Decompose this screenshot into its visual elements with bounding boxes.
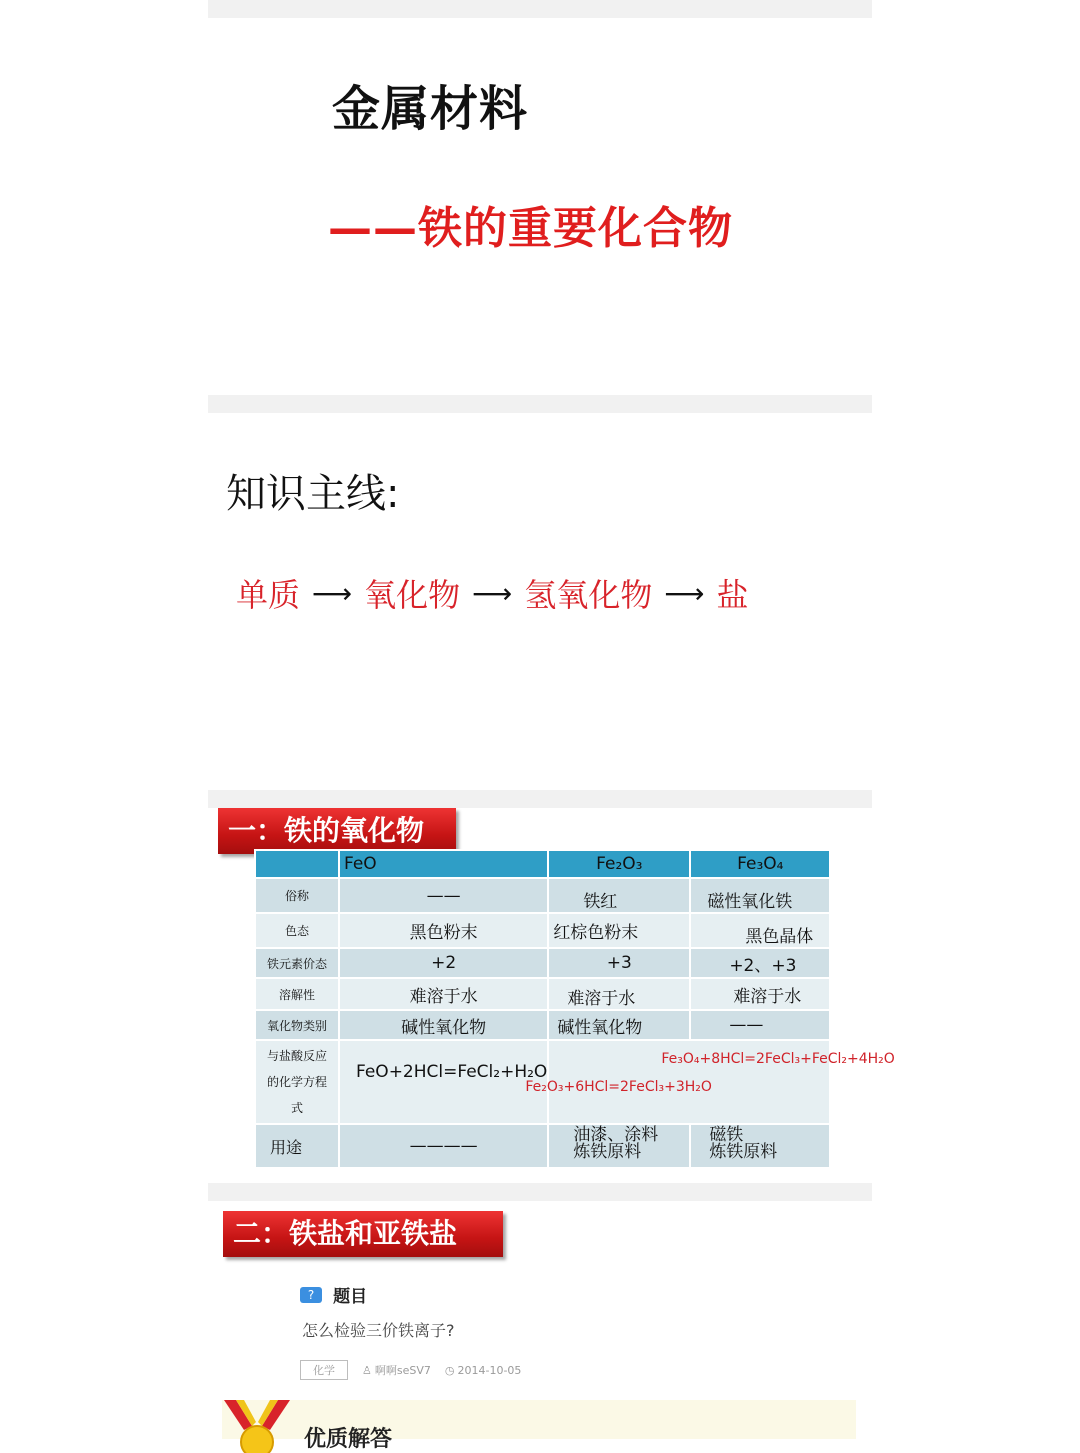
header-fe3o4: Fe₃O₄ bbox=[690, 850, 830, 878]
slide-separator bbox=[208, 395, 872, 413]
row-label: 氧化物类别 bbox=[255, 1010, 339, 1040]
answer-box bbox=[222, 1400, 856, 1452]
reaction-fe2o3: Fe₂O₃+6HCl=2FeCl₃+3H₂O bbox=[525, 1079, 712, 1095]
header-fe2o3: Fe₂O₃ bbox=[548, 850, 690, 878]
reaction-fe3o4: Fe₃O₄+8HCl=2FeCl₃+FeCl₂+4H₂O bbox=[661, 1051, 895, 1067]
use-line: 炼铁原料 bbox=[709, 1142, 778, 1162]
chain-node-element: 单质 bbox=[236, 576, 301, 614]
table-cell: +3 bbox=[548, 948, 690, 978]
row-label-line: 与盐酸反应 bbox=[266, 1049, 327, 1063]
table-row bbox=[255, 913, 830, 948]
reaction-cell bbox=[525, 1040, 895, 1124]
table-cell: 黑色粉末 bbox=[339, 913, 548, 948]
chain-node-hydroxide: 氢氧化物 bbox=[524, 576, 653, 614]
use-line: 油漆、涂料 bbox=[573, 1125, 659, 1145]
slide-separator bbox=[208, 790, 872, 808]
table-cell: 难溶于水 bbox=[548, 978, 690, 1010]
table-cell: 红棕色粉末 bbox=[548, 913, 690, 948]
row-label: 俗称 bbox=[255, 878, 339, 913]
medal-icon bbox=[222, 1400, 292, 1439]
question-text: 怎么检验三价铁离子? bbox=[302, 1321, 455, 1340]
section-banner-oxides: 一：铁的氧化物 bbox=[218, 808, 456, 854]
table-row bbox=[255, 948, 830, 978]
slide-title: 金属材料 bbox=[332, 81, 529, 137]
question-icon: ? bbox=[300, 1287, 322, 1303]
slide-separator bbox=[208, 0, 872, 18]
arrow-right-icon: ⟶ bbox=[472, 576, 513, 610]
question-meta bbox=[300, 1360, 535, 1380]
row-label: 色态 bbox=[255, 913, 339, 948]
row-label-line: 的化学方程 bbox=[266, 1075, 327, 1089]
subject-tag[interactable]: 化学 bbox=[300, 1360, 348, 1380]
table-cell: 黑色晶体 bbox=[690, 913, 830, 948]
slide-separator bbox=[208, 1183, 872, 1201]
table-cell: ———— bbox=[339, 1124, 548, 1168]
table-row bbox=[255, 978, 830, 1010]
table-cell: 碱性氧化物 bbox=[548, 1010, 690, 1040]
table-row bbox=[255, 878, 830, 913]
arrow-right-icon: ⟶ bbox=[312, 576, 353, 610]
table-cell: 难溶于水 bbox=[690, 978, 830, 1010]
table-cell: 磁性氧化铁 bbox=[690, 878, 830, 913]
iron-oxides-table bbox=[254, 849, 895, 1169]
table-cell: —— bbox=[339, 878, 548, 913]
user-name[interactable]: 啊啊seSV7 bbox=[374, 1364, 431, 1377]
slide-subtitle: ——铁的重要化合物 bbox=[328, 203, 733, 254]
knowledge-chain bbox=[236, 570, 748, 616]
use-line: 磁铁 bbox=[709, 1125, 744, 1145]
table-cell: FeO+2HCl=FeCl₂+H₂O bbox=[339, 1040, 548, 1124]
table-row bbox=[255, 1010, 830, 1040]
table-cell: 难溶于水 bbox=[339, 978, 548, 1010]
table-cell: +2、+3 bbox=[690, 948, 830, 978]
row-label: 溶解性 bbox=[255, 978, 339, 1010]
row-label: 用途 bbox=[255, 1124, 339, 1168]
chain-node-salt: 盐 bbox=[716, 576, 749, 614]
question-label: 题目 bbox=[333, 1287, 368, 1307]
table-cell bbox=[548, 1124, 690, 1168]
table-corner bbox=[255, 850, 339, 878]
row-label-line: 式 bbox=[290, 1101, 303, 1115]
table-cell: —— bbox=[690, 1010, 830, 1040]
arrow-right-icon: ⟶ bbox=[664, 576, 705, 610]
table-cell: +2 bbox=[339, 948, 548, 978]
user-icon: ♙ bbox=[362, 1363, 372, 1377]
clock-icon: ◷ bbox=[444, 1363, 455, 1377]
use-line: 炼铁原料 bbox=[573, 1142, 642, 1162]
table-header-row bbox=[255, 850, 830, 878]
table-row bbox=[255, 1040, 830, 1124]
table-cell bbox=[690, 1124, 830, 1168]
row-label bbox=[255, 1040, 339, 1124]
post-date: 2014-10-05 bbox=[457, 1363, 522, 1377]
table-row bbox=[255, 1124, 830, 1168]
section-banner-salts: 二：铁盐和亚铁盐 bbox=[223, 1211, 503, 1257]
chain-node-oxide: 氧化物 bbox=[364, 576, 461, 614]
knowledge-line-title: 知识主线: bbox=[226, 471, 400, 517]
header-feo: FeO bbox=[339, 850, 548, 878]
table-cell: 铁红 bbox=[548, 878, 690, 913]
table-cell: 碱性氧化物 bbox=[339, 1010, 548, 1040]
question-header bbox=[300, 1282, 367, 1307]
row-label: 铁元素价态 bbox=[255, 948, 339, 978]
answer-title: 优质解答 bbox=[304, 1427, 393, 1452]
